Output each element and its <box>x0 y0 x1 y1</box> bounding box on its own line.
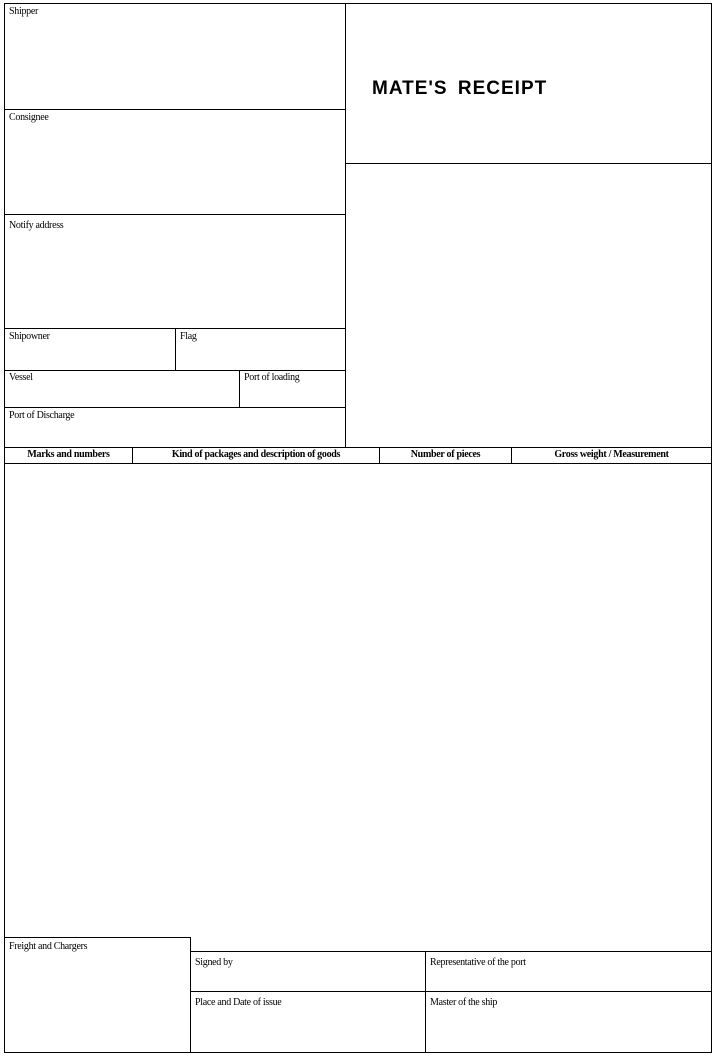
signature-top-line <box>190 951 712 952</box>
signed-by-label: Signed by <box>195 957 233 968</box>
shipper-label: Shipper <box>9 6 39 17</box>
shipowner-flag-divider <box>175 328 176 370</box>
freight-top-line <box>4 937 190 938</box>
shipowner-label: Shipowner <box>9 331 50 342</box>
gross-weight-header: Gross weight / Measurement <box>554 449 669 460</box>
title-box-divider <box>345 163 712 164</box>
freight-right-line <box>190 937 191 1053</box>
vessel-label: Vessel <box>9 372 33 383</box>
shipper-divider <box>4 109 345 110</box>
vessel-divider <box>4 407 345 408</box>
number-of-pieces-header: Number of pieces <box>410 449 481 460</box>
vessel-port-divider <box>239 370 240 407</box>
master-of-ship-label: Master of the ship <box>430 997 498 1008</box>
shipowner-divider <box>4 370 345 371</box>
representative-of-port-label: Representative of the port <box>430 957 526 968</box>
freight-and-charges-label: Freight and Chargers <box>9 941 88 952</box>
flag-label: Flag <box>180 331 197 342</box>
port-of-loading-label: Port of loading <box>244 372 300 383</box>
form-frame <box>4 3 712 1053</box>
kind-of-packages-header: Kind of packages and description of goods <box>171 449 341 460</box>
marks-and-numbers-header: Marks and numbers <box>27 449 110 460</box>
consignee-label: Consignee <box>9 112 49 123</box>
header-bottom-line <box>4 463 712 464</box>
port-of-discharge-label: Port of Discharge <box>9 410 75 421</box>
signature-column-divider <box>425 951 426 1053</box>
place-and-date-label: Place and Date of issue <box>195 997 282 1008</box>
top-column-divider <box>345 3 346 448</box>
signature-middle-line <box>190 991 712 992</box>
notify-address-label: Notify address <box>9 220 64 231</box>
consignee-divider <box>4 214 345 215</box>
form-title: MATE'S RECEIPT <box>372 78 548 99</box>
